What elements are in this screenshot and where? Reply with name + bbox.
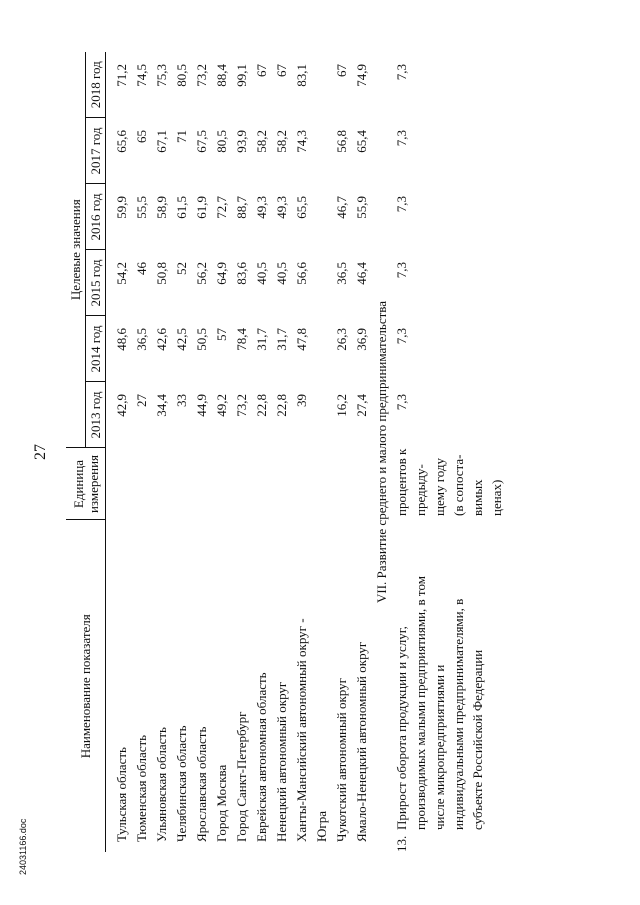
region-unit	[352, 448, 372, 520]
section-vii	[372, 52, 506, 852]
value-2013: 44,9	[194, 394, 209, 417]
region-unit	[112, 448, 132, 520]
header-year-2015: 2015 год	[86, 250, 106, 316]
value-2016: 65,5	[294, 196, 309, 219]
value-2017: 65,6	[114, 130, 129, 153]
region-name-text: Город Санкт-Петербург	[234, 711, 249, 842]
value-2014: 78,4	[234, 328, 249, 351]
region-name	[252, 520, 272, 852]
indicator-value-2015: 7,3	[394, 262, 409, 279]
value-2017: 58,2	[274, 130, 289, 153]
table-row	[132, 52, 152, 852]
value-2013: 22,8	[274, 394, 289, 417]
value-2017: 93,9	[234, 130, 249, 153]
region-name-text: Ненецкий автономный округ	[274, 681, 289, 842]
table-row	[252, 52, 272, 852]
value-2017: 56,8	[334, 130, 349, 153]
value-2018: 75,3	[154, 63, 169, 87]
header-year-2014: 2014 год	[86, 316, 106, 382]
value-2016: 72,7	[214, 196, 229, 219]
region-name	[332, 520, 352, 852]
value-2016: 55,9	[354, 196, 369, 219]
value-2014: 47,8	[294, 328, 309, 351]
indicator-unit-line: предыду-	[413, 464, 428, 516]
value-2013: 33	[174, 394, 189, 407]
table-header	[66, 52, 106, 852]
value-2018: 67	[254, 63, 269, 77]
table-row	[112, 52, 132, 852]
target-values-table	[66, 52, 506, 852]
value-2013: 27,4	[354, 394, 369, 417]
value-2014: 57	[214, 328, 229, 341]
value-2017: 80,5	[214, 130, 229, 153]
value-2015: 64,9	[214, 262, 229, 285]
region-name	[172, 520, 192, 852]
value-2018: 73,2	[194, 63, 209, 87]
value-2014: 42,5	[174, 328, 189, 351]
region-unit	[132, 448, 152, 520]
value-2018: 67	[274, 63, 289, 77]
indicator-name-line: производимых малыми предприятиями, в том	[413, 576, 428, 830]
value-2016: 55,5	[134, 196, 149, 219]
region-unit	[212, 448, 232, 520]
table-row	[172, 52, 192, 852]
value-2016: 49,3	[274, 196, 289, 219]
region-name-text: Ямало-Ненецкий автономный округ	[354, 641, 369, 842]
region-unit	[272, 448, 292, 520]
region-rows	[106, 52, 373, 852]
value-2018: 74,5	[134, 63, 149, 87]
indicator-value-2017: 7,3	[394, 130, 409, 147]
region-name	[132, 520, 152, 852]
value-2015: 50,8	[154, 262, 169, 285]
region-name-text: Челябинская область	[174, 725, 189, 842]
indicator-name-cell	[392, 520, 506, 852]
indicator-value-2016: 7,3	[394, 196, 409, 213]
region-unit	[292, 448, 332, 520]
value-2017: 58,2	[254, 130, 269, 153]
indicator-value-2014: 7,3	[394, 328, 409, 345]
value-2018: 74,9	[354, 63, 369, 87]
table-row	[272, 52, 292, 852]
region-name	[212, 520, 232, 852]
indicator-unit	[392, 448, 506, 520]
header-year-2016: 2016 год	[86, 184, 106, 250]
value-2014: 26,3	[334, 328, 349, 351]
region-name-text: Город Москва	[214, 764, 229, 842]
indicator-value-2013: 7,3	[394, 394, 409, 411]
value-2014: 31,7	[274, 328, 289, 351]
value-2013: 39	[294, 394, 309, 407]
region-name-text: Ханты-Мансийский автономный округ -	[294, 618, 309, 842]
value-2014: 48,6	[114, 328, 129, 351]
region-unit	[152, 448, 172, 520]
table-row	[332, 52, 352, 852]
indicator-number: 13.	[394, 835, 409, 852]
value-2018: 80,5	[174, 63, 189, 87]
value-2014: 36,5	[134, 328, 149, 351]
header-year-2017: 2017 год	[86, 118, 106, 184]
value-2015: 46	[134, 262, 149, 275]
value-2016: 61,5	[174, 196, 189, 219]
value-2016: 61,9	[194, 196, 209, 219]
value-2016: 46,7	[334, 196, 349, 219]
region-unit	[232, 448, 252, 520]
indicator-name-line: индивидуальными предпринимателями, в	[451, 598, 466, 830]
table-row	[352, 52, 372, 852]
value-2015: 56,6	[294, 262, 309, 285]
value-2017: 67,1	[154, 130, 169, 153]
table-row	[292, 52, 332, 852]
value-2013: 73,2	[234, 394, 249, 417]
value-2015: 54,2	[114, 262, 129, 285]
region-name-text: Ульяновская область	[154, 727, 169, 842]
value-2017: 65	[134, 130, 149, 143]
value-2015: 40,5	[254, 262, 269, 285]
value-2014: 42,6	[154, 328, 169, 351]
region-name-text: Тюменская область	[134, 734, 149, 842]
header-indicator-name: Наименование показателя	[66, 520, 106, 852]
table-row	[152, 52, 172, 852]
indicator-unit-line: (в сопоста-	[451, 454, 466, 516]
region-name-text: Еврейская автономная область	[254, 672, 269, 842]
value-2015: 52	[174, 262, 189, 275]
indicator-name-line: Прирост оборота продукции и услуг,	[394, 626, 409, 830]
region-name	[192, 520, 212, 852]
value-2017: 67,5	[194, 130, 209, 153]
value-2013: 49,2	[214, 394, 229, 417]
table-row	[212, 52, 232, 852]
table-row	[232, 52, 252, 852]
value-2017: 65,4	[354, 130, 369, 153]
value-2014: 50,5	[194, 328, 209, 351]
value-2015: 56,2	[194, 262, 209, 285]
value-2018: 71,2	[114, 63, 129, 87]
value-2014: 31,7	[254, 328, 269, 351]
value-2015: 83,6	[234, 262, 249, 285]
indicator-unit-line: вимых	[470, 479, 485, 516]
region-name	[152, 520, 172, 852]
region-name-text: Чукотский автономный округ	[334, 678, 349, 842]
region-name	[272, 520, 292, 852]
rotated-table-sheet	[66, 52, 596, 852]
indicator-value-2018: 7,3	[394, 63, 409, 81]
table-row	[192, 52, 212, 852]
value-2016: 58,9	[154, 196, 169, 219]
indicator-unit-line: ценах)	[489, 479, 504, 516]
value-2013: 42,9	[114, 394, 129, 417]
region-unit	[252, 448, 272, 520]
region-name	[112, 520, 132, 852]
value-2013: 16,2	[334, 394, 349, 417]
value-2015: 46,4	[354, 262, 369, 285]
region-unit	[192, 448, 212, 520]
value-2017: 71	[174, 130, 189, 143]
value-2016: 88,7	[234, 196, 249, 219]
section-title: VII. Развитие среднего и малого предпринимательства	[374, 300, 389, 603]
region-unit	[332, 448, 352, 520]
value-2016: 49,3	[254, 196, 269, 219]
header-year-2013: 2013 год	[86, 382, 106, 448]
region-unit	[172, 448, 192, 520]
indicator-name-line: числе микропредприятиями и	[432, 664, 447, 830]
value-2013: 34,4	[154, 394, 169, 417]
value-2015: 36,5	[334, 262, 349, 285]
value-2013: 27	[134, 394, 149, 407]
header-year-2018: 2018 год	[86, 52, 106, 118]
region-name	[232, 520, 252, 852]
page-number: 27	[32, 444, 49, 460]
region-name-continuation: Югра	[314, 811, 329, 842]
region-name	[292, 520, 332, 852]
indicator-name	[392, 530, 487, 830]
indicator-unit-line: щему году	[432, 457, 447, 516]
value-2018: 83,1	[294, 63, 309, 87]
value-2018: 88,4	[214, 63, 229, 87]
indicator-unit-line: процентов к	[394, 448, 409, 516]
indicator-name-line: субъекте Российской Федерации	[470, 649, 485, 830]
value-2018: 99,1	[234, 63, 249, 87]
region-name-text: Ярославская область	[194, 726, 209, 842]
value-2014: 36,9	[354, 328, 369, 351]
value-2015: 40,5	[274, 262, 289, 285]
value-2016: 59,9	[114, 196, 129, 219]
region-name-text: Тульская область	[114, 747, 129, 842]
region-name	[352, 520, 372, 852]
value-2013: 22,8	[254, 394, 269, 417]
header-target-values: Целевые значения	[66, 52, 86, 448]
document-file-id: 24031166.doc	[18, 818, 28, 875]
value-2018: 67	[334, 63, 349, 77]
indicator-row	[392, 52, 506, 852]
header-unit: Единица измерения	[66, 448, 106, 520]
value-2017: 74,3	[294, 130, 309, 153]
